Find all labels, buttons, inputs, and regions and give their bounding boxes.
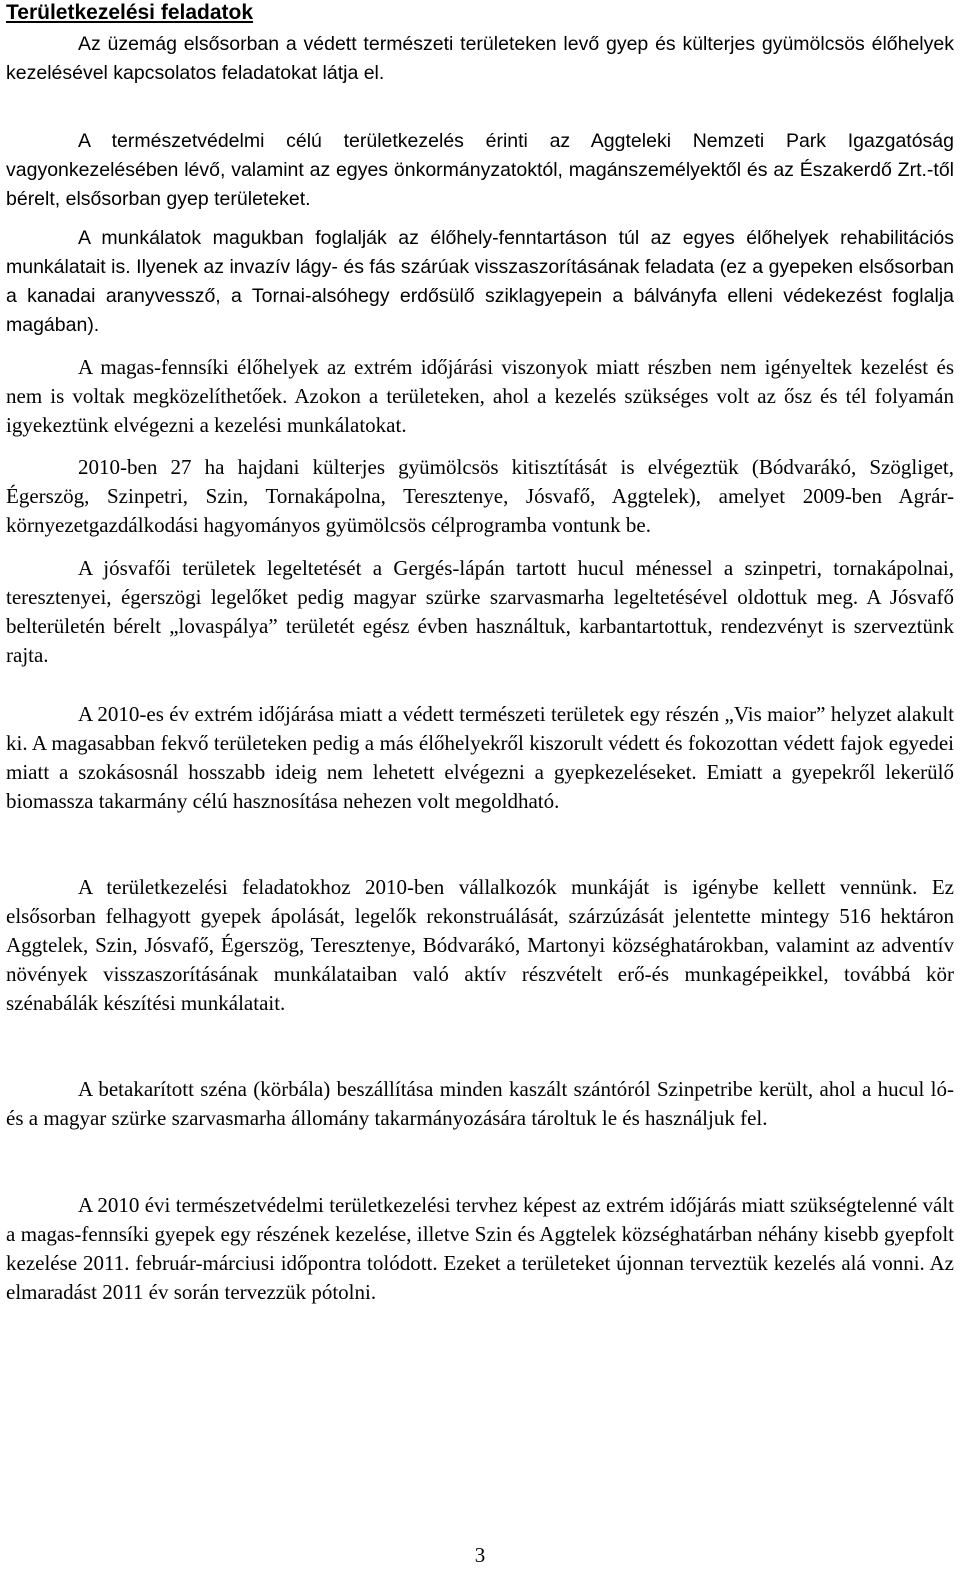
paragraph-2: A természetvédelmi célú területkezelés érinti az Aggteleki Nemzeti Park Igazgatóság vagyonkezelésében lévő, valamint az egyes önkormányzatoktól, magánszemélyektől és az Északerdő Zrt.-től bérelt, elsősorban gyep területeket. (6, 130, 954, 210)
section-title: Területkezelési feladatok (6, 1, 254, 24)
paragraph-6: A jósvafői területek legeltetését a Gergés-lápán tartott hucul ménessel a szinpetri, tornakápolnai, teresztenyei, égerszögi legelőket pedig magyar szürke szarvasmarha legeltetésével oldottuk meg. A Jósvafő belterületén bérelt „lovaspálya” területét egész évben használtuk, karbantartottuk, rendezvényt is szerveztünk rajta. (6, 556, 954, 667)
paragraph-8: A területkezelési feladatokhoz 2010-ben vállalkozók munkáját is igénybe kellett vennünk. Ez elsősorban felhagyott gyepek ápolását, legelők rekonstruálását, szárzúzását jelentette mintegy 516 hektáron Aggtelek, Szin, Jósvafő, Égerszög, Teresztenye, Bódvarákó, Martonyi községhatárokban, valamint az adventív növények visszaszorításának munkálataiban való aktív részvételt erő-és munkagépeikkel, továbbá kör szénabálák készítési munkálatait. (6, 875, 954, 1015)
paragraph-5: 2010-ben 27 ha hajdani külterjes gyümölcsös kitisztítását is elvégeztük (Bódvarákó, Szögliget, Égerszög, Szinpetri, Szin, Tornakápolna, Teresztenye, Jósvafő, Aggtelek), amelyet 2009-ben Agrár-környezetgazdálkodási hagyományos gyümölcsös célprogramba vontunk be. (6, 455, 954, 537)
page-number: 3 (474, 1543, 486, 1567)
paragraph-3: A munkálatok magukban foglalják az élőhely-fenntartáson túl az egyes élőhelyek rehabilitációs munkálatait is. Ilyenek az invazív lágy- és fás szárúak visszaszorításának feladata (ez a gyepeken elsősorban a kanadai aranyvessző, a Tornai-alsóhegy erdősülő sziklagyepein a bálványfa elleni védekezést foglalja magában). (6, 227, 954, 336)
paragraph-9: A betakarított széna (körbála) beszállítása minden kaszált szántóról Szinpetribe került, ahol a hucul ló-és a magyar szürke szarvasmarha állomány takarmányozására tároltuk le és használjuk fel. (6, 1077, 954, 1130)
paragraph-4: A magas-fennsíki élőhelyek az extrém időjárási viszonyok miatt részben nem igényeltek kezelést és nem is voltak megközelíthetőek. Azokon a területeken, ahol a kezelés szükséges volt az ősz és tél folyamán igyekeztünk elvégezni a kezelési munkálatokat. (6, 355, 954, 437)
paragraph-1: Az üzemág elsősorban a védett természeti területeken levő gyep és külterjes gyümölcsös élőhelyek kezelésével kapcsolatos feladatokat látja el. (6, 33, 954, 84)
paragraph-7: A 2010-es év extrém időjárása miatt a védett természeti területek egy részén „Vis maior” helyzet alakult ki. A magasabban fekvő területeken pedig a más élőhelyekről kiszorult védett és fokozottan védett fajok egyedei miatt a szokásosnál hosszabb ideig nem lehetett elvégezni a gyepkezeléseket. Emiatt a gyepekről lekerülő biomassza takarmány célú hasznosítása nehezen volt megoldható. (6, 702, 954, 813)
paragraph-10: A 2010 évi természetvédelmi területkezelési tervhez képest az extrém időjárás miatt szükségtelenné vált a magas-fennsíki gyepek egy részének kezelése, illetve Szin és Aggtelek községhatárban néhány kisebb gyepfolt kezelése 2011. február-márciusi időpontra tolódott. Ezeket a területeket újonnan terveztük kezelés alá vonni. Az elmaradást 2011 év során tervezzük pótolni. (6, 1193, 954, 1304)
